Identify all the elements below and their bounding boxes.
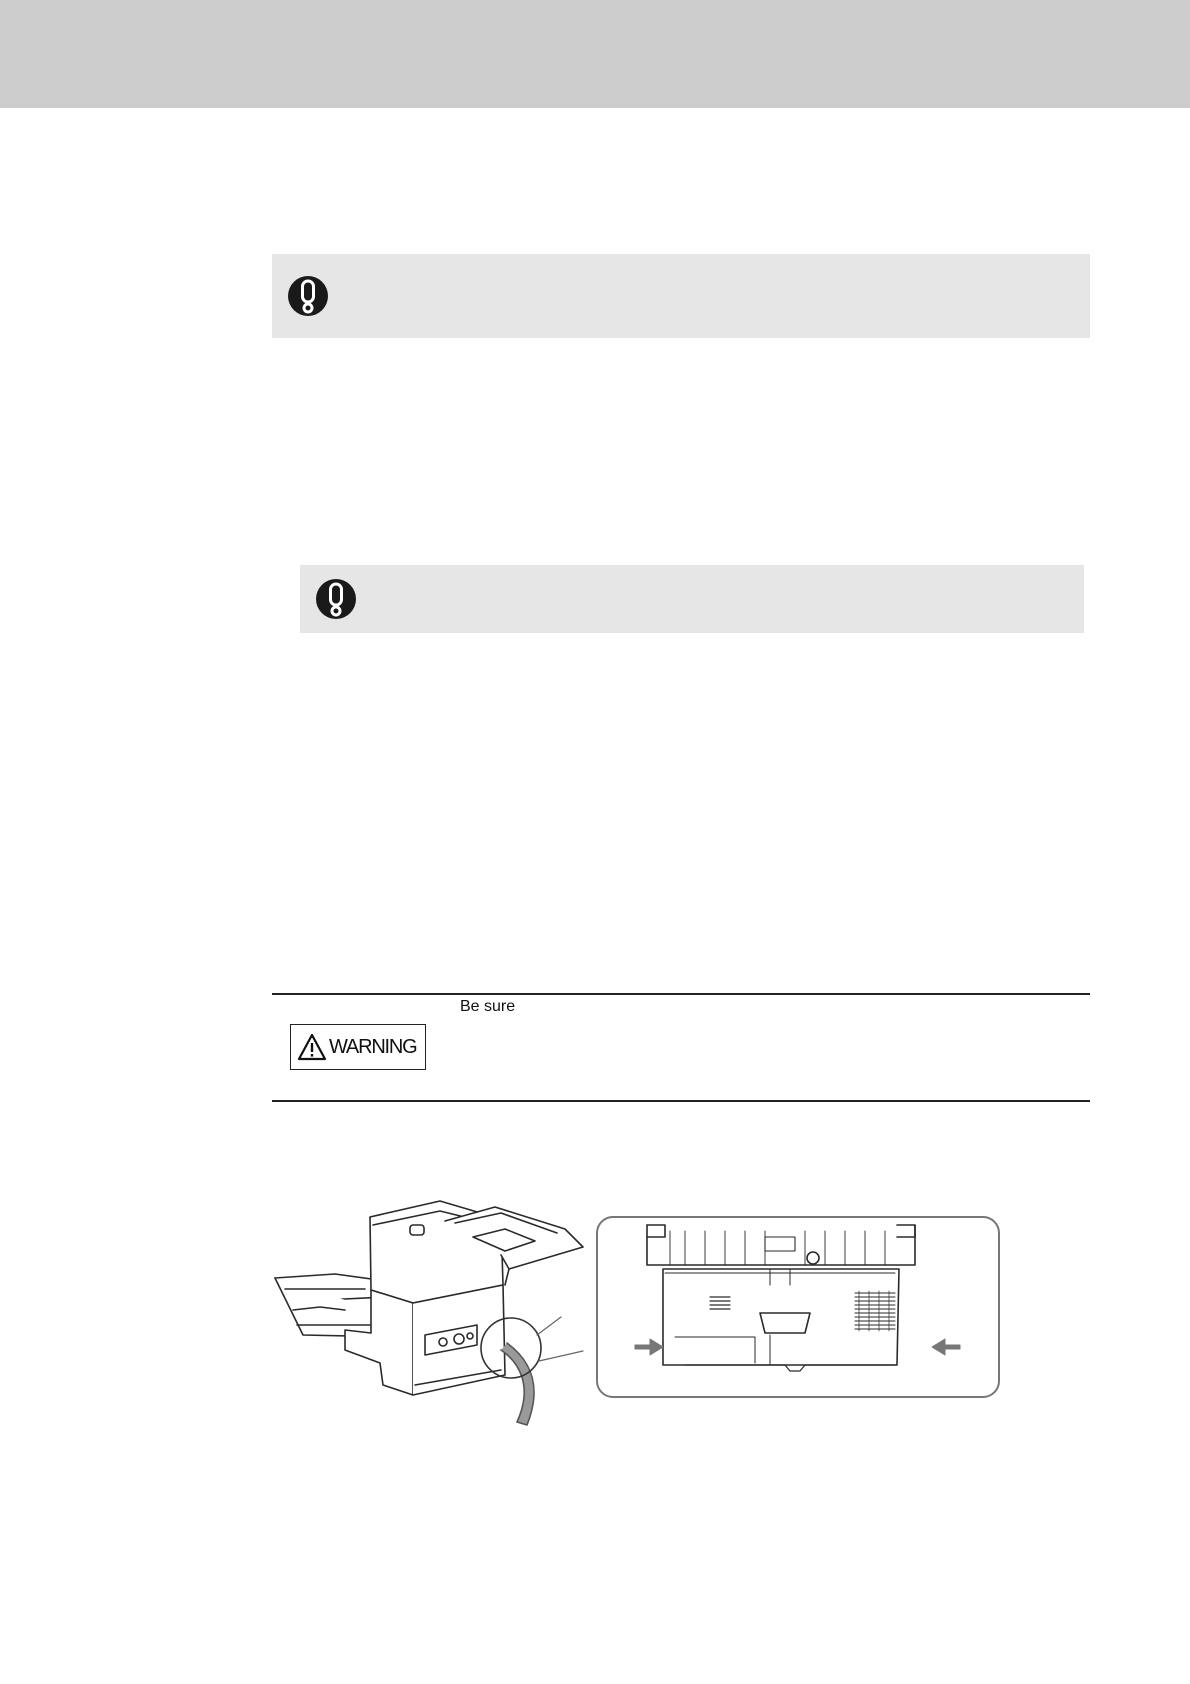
scanner-body	[275, 1201, 583, 1425]
header-band	[0, 0, 1190, 108]
warning-top-rule	[272, 993, 1090, 995]
warning-text: Be sure	[460, 998, 516, 1015]
warning-badge	[290, 1024, 426, 1070]
important-note-box	[272, 254, 1090, 338]
rear-view-callout	[597, 1217, 999, 1397]
warning-bottom-rule	[272, 1100, 1090, 1102]
exclamation-circle-icon	[286, 274, 330, 318]
warning-label: WARNING	[329, 1035, 417, 1058]
important-note-box-2	[300, 565, 1084, 633]
scanner-illustration	[265, 1185, 1005, 1440]
warning-triangle-icon	[297, 1032, 327, 1062]
exclamation-circle-icon	[314, 577, 358, 621]
